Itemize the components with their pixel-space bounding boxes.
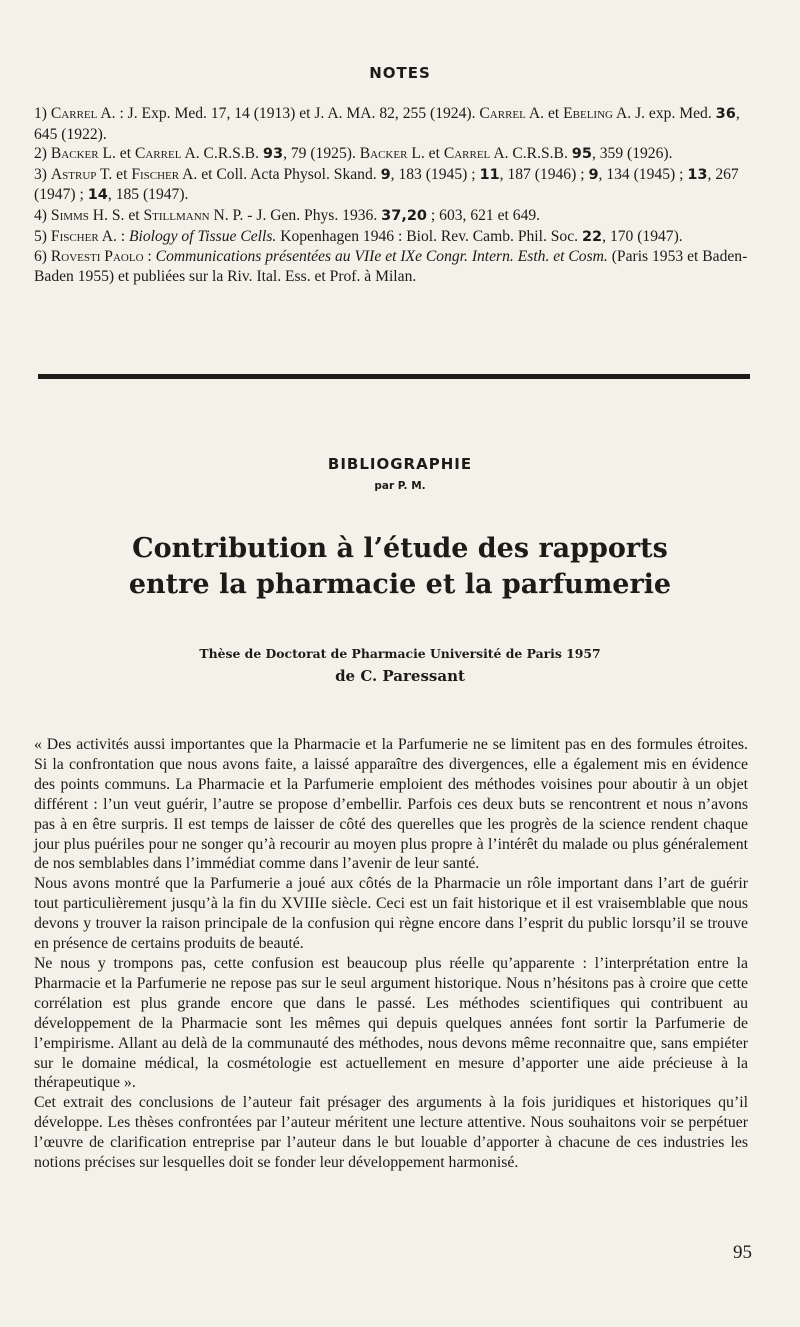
body-paragraph-3: Ne nous y trompons pas, cette confusion est beaucoup plus réelle qu’apparente : l’interprétation entre la Pharmacie et la Parfumerie ne repose pas sur le seul argument historique. Nous n’hésitons pas à croire que cette corrélation est plus grande encore que dans le passé. Les méthodes scientifiques qui contribuent au développement de la Pharmacie sont les mêmes qui depuis quelques années font sortir la Parfumerie de l’empirisme. Allant au delà de la communauté des méthodes, nous devons même reconnaitre que, sans empiéter sur le domaine médical, la cosmétologie est actuellement en mesure d’apporter une aide précieuse à la thérapeutique ». (34, 954, 748, 1092)
section-divider (38, 374, 750, 379)
citation-text: A. : (98, 227, 130, 245)
citation-text: T. et (96, 165, 132, 183)
note-number: 5) (34, 227, 51, 245)
author-name: Astrup (50, 165, 97, 183)
citation-text: (Paris 1953 et Baden-Baden 1955) et publiées sur la Riv. Ital. Ess. et Prof. à Milan. (34, 248, 748, 285)
author-name: Fischer (131, 165, 180, 183)
author-name: Backer (359, 145, 408, 163)
note-1 (34, 104, 752, 144)
citation-text: , 185 (1947). (107, 186, 189, 204)
volume-number: 14 (87, 187, 108, 204)
author-name: Carrel (479, 105, 526, 122)
citation-text: L. et (407, 145, 444, 163)
citation-text: L. et (98, 145, 135, 163)
volume-number: 11 (479, 166, 500, 183)
review-byline: par P. M. (374, 480, 426, 492)
author-name: Backer (50, 145, 99, 163)
author-name: Ebeling (563, 105, 613, 122)
book-title: Biology of Tissue Cells. (129, 227, 277, 245)
citation-text: , 170 (1947). (602, 227, 683, 245)
thesis-author: de C. Paressant (335, 667, 465, 685)
note-number: 3) (34, 165, 51, 183)
author-name: Stillmann (143, 206, 210, 224)
volume-number: 37,20 (381, 207, 428, 224)
author-name: Carrel (134, 145, 182, 163)
citation-text: A. C.R.S.B. (490, 145, 572, 163)
author-name: Carrel (50, 105, 98, 122)
note-4 (34, 206, 752, 227)
citation-text: , 183 (1945) ; (390, 165, 480, 183)
volume-number: 36 (715, 106, 736, 122)
citation-text: , 79 (1925). (283, 145, 360, 163)
author-name: Rovesti Paolo (50, 248, 144, 266)
note-number: 1) (34, 105, 51, 122)
body-paragraph-2: Nous avons montré que la Parfumerie a joué aux côtés de la Pharmacie un rôle important dans l’art de guérir tout particulièrement jusqu’à la fin du XVIIIe siècle. Ceci est un fait historique et il est vraisemblable que nous devons y trouver la raison principale de la confusion qui règne encore dans l’esprit du public lorsqu’il se trouve en présence de certains produits de beauté. (34, 875, 748, 953)
author-name: Carrel (443, 145, 491, 163)
citation-text: : (143, 248, 156, 266)
volume-number: 9 (380, 166, 391, 183)
thesis-subtitle: Thèse de Doctorat de Pharmacie Université de Paris 1957 (199, 646, 601, 661)
note-number: 6) (34, 248, 51, 266)
notes-heading: NOTES (369, 64, 431, 82)
citation-text: , 267 (1947) ; (34, 165, 739, 204)
article-title-line-2: entre la pharmacie et la parfumerie (128, 569, 672, 600)
volume-number: 13 (687, 166, 708, 183)
citation-text: ; 603, 621 et 649. (427, 206, 541, 224)
notes-list (34, 104, 752, 286)
citation-text: A. et Coll. Acta Physol. Skand. (179, 165, 381, 183)
citation-text: H. S. et (88, 206, 144, 224)
volume-number: 9 (588, 166, 599, 183)
citation-text: , 359 (1926). (591, 145, 673, 163)
volume-number: 22 (581, 228, 603, 245)
author-name: Fischer (50, 227, 99, 245)
note-2 (34, 144, 752, 165)
note-number: 2) (34, 145, 51, 163)
citation-text: A. et (525, 105, 564, 122)
body-paragraph-1: « Des activités aussi importantes que la Pharmacie et la Parfumerie ne se limitent pas en des formules étroites. Si la confrontation que nous avons faite, a laissé apparaître des divergences, elle a également mis en évidence des points communs. La Pharmacie et la Parfumerie emploient des méthodes voisines pour aboutir à un objet différent : l’un veut guérir, l’autre se propose d’embellir. Parfois ces deux buts se rencontrent et nous n’avons pas à en être surpris. Il est temps de laisser de côté des querelles que les progrès de la science rendent chaque jour plus puériles pour ne songer qu’à recourir au moyen plus propre à l’intérêt du malade ou plus généralement de nos semblables dans l’immédiat comme dans l’avenir de leur santé. (34, 736, 748, 873)
note-3 (34, 165, 752, 206)
citation-text: N. P. - J. Gen. Phys. 1936. (209, 206, 382, 224)
bibliography-heading: BIBLIOGRAPHIE (327, 455, 473, 473)
article-title (0, 531, 800, 603)
citation-text: A. : J. Exp. Med. 17, 14 (1913) et J. A. MA. 82, 255 (1924). (97, 105, 480, 122)
citation-text: A. C.R.S.B. (181, 145, 263, 163)
citation-text: , 645 (1922). (34, 105, 740, 143)
volume-number: 95 (571, 146, 592, 163)
author-name: Simms (50, 206, 89, 224)
citation-text: , 134 (1945) ; (598, 165, 688, 183)
note-5 (34, 227, 752, 248)
publication-title: Communications présentées au VIIe et IXe Congr. Intern. Esth. et Cosm. (155, 248, 608, 266)
body-paragraph-4: Cet extrait des conclusions de l’auteur fait présager des arguments à la fois juridiques et historiques qu’il développe. Les thèses confrontées par l’auteur méritent une lecture attentive. Nous souhaitons voir se perpétuer l’œuvre de clarification entreprise par l’auteur dans le but louable d’apporter à chacune de ces industries les notions précises sur lesquelles doit se fonder leur développement harmonisé. (34, 1094, 748, 1172)
review-body (34, 735, 748, 1173)
note-6 (34, 247, 752, 286)
citation-text: Kopenhagen 1946 : Biol. Rev. Camb. Phil. Soc. (276, 227, 582, 245)
citation-text: A. J. exp. Med. (612, 105, 716, 122)
page-number: 95 (733, 1242, 752, 1263)
article-title-line-1: Contribution à l’étude des rapports (132, 533, 668, 564)
volume-number: 93 (262, 146, 284, 163)
note-number: 4) (34, 206, 51, 224)
citation-text: , 187 (1946) ; (499, 165, 589, 183)
